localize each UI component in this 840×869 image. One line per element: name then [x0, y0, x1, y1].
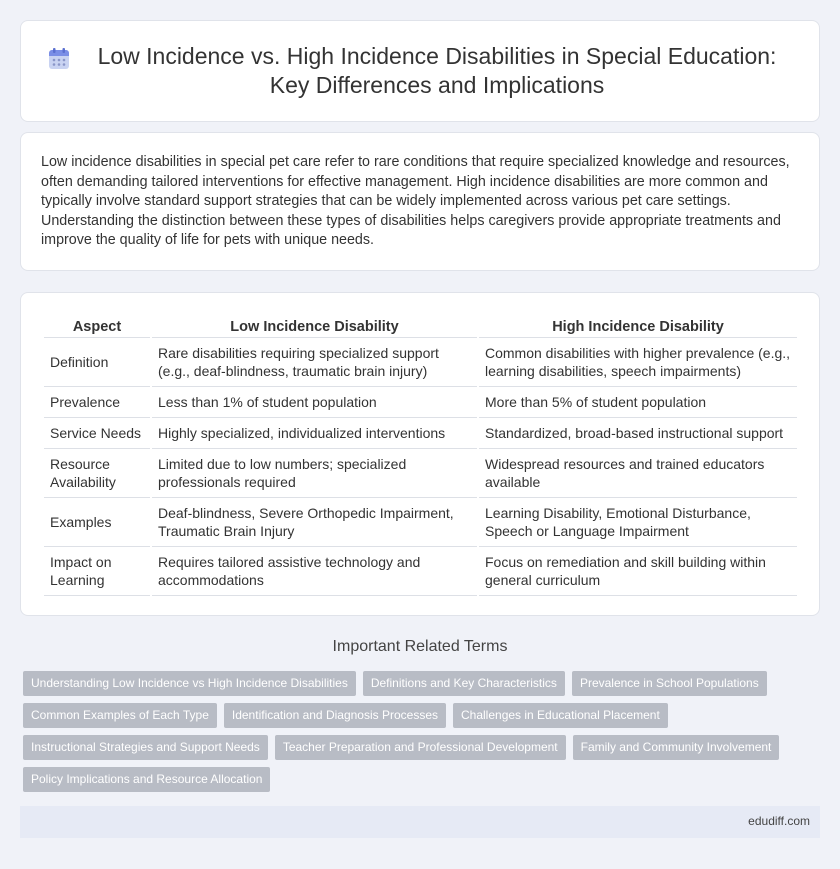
related-term-tag[interactable]: Teacher Preparation and Professional Development	[275, 735, 566, 760]
intro-paragraph: Low incidence disabilities in special pet care refer to rare conditions that require specialized knowledge and resources, often demanding tailored interventions for effective management. High incidence disabilities are more common and typically involve standard support strategies that can be widely implemented across various pet care settings. Understanding the distinction between these types of disabilities helps caregivers provide appropriate treatments and improve the quality of life for pets with unique needs.	[41, 154, 790, 249]
related-term-tag[interactable]: Challenges in Educational Placement	[453, 703, 668, 728]
related-term-tag[interactable]: Understanding Low Incidence vs High Incidence Disabilities	[23, 671, 356, 696]
comparison-table-card	[20, 292, 820, 616]
row-low-incidence: Rare disabilities requiring specialized support (e.g., deaf-blindness, traumatic brain injury)	[152, 338, 477, 387]
row-low-incidence: Limited due to low numbers; specialized professionals required	[152, 449, 477, 498]
table-row	[44, 449, 797, 498]
row-aspect: Impact on Learning	[44, 547, 150, 596]
table-row	[44, 498, 797, 547]
header-low-incidence: Low Incidence Disability	[152, 315, 477, 338]
row-high-incidence: Focus on remediation and skill building within general curriculum	[479, 547, 797, 596]
row-high-incidence: Standardized, broad-based instructional support	[479, 418, 797, 449]
table-row	[44, 338, 797, 387]
related-term-tag[interactable]: Definitions and Key Characteristics	[363, 671, 565, 696]
row-high-incidence: Common disabilities with higher prevalence (e.g., learning disabilities, speech impairments)	[479, 338, 797, 387]
related-term-tag[interactable]: Family and Community Involvement	[573, 735, 780, 760]
comparison-table	[42, 315, 799, 596]
header-high-incidence: High Incidence Disability	[479, 315, 797, 338]
intro-card	[20, 132, 820, 271]
related-term-tag[interactable]: Common Examples of Each Type	[23, 703, 217, 728]
row-aspect: Examples	[44, 498, 150, 547]
header-card	[20, 20, 820, 122]
related-term-tag[interactable]: Policy Implications and Resource Allocation	[23, 767, 270, 792]
related-terms-list	[23, 671, 803, 792]
page-title: Low Incidence vs. High Incidence Disabilities in Special Education: Key Differences and Implications	[97, 43, 777, 98]
row-high-incidence: Learning Disability, Emotional Disturbance, Speech or Language Impairment	[479, 498, 797, 547]
row-low-incidence: Requires tailored assistive technology and accommodations	[152, 547, 477, 596]
related-term-tag[interactable]: Identification and Diagnosis Processes	[224, 703, 446, 728]
table-row	[44, 387, 797, 418]
row-aspect: Service Needs	[44, 418, 150, 449]
related-term-tag[interactable]: Prevalence in School Populations	[572, 671, 767, 696]
related-term-tag[interactable]: Instructional Strategies and Support Needs	[23, 735, 268, 760]
row-high-incidence: Widespread resources and trained educators available	[479, 449, 797, 498]
table-row	[44, 418, 797, 449]
row-high-incidence: More than 5% of student population	[479, 387, 797, 418]
related-terms-title: Important Related Terms	[332, 638, 508, 655]
row-low-incidence: Less than 1% of student population	[152, 387, 477, 418]
header-aspect: Aspect	[44, 315, 150, 338]
row-aspect: Definition	[44, 338, 150, 387]
table-header-row	[44, 315, 797, 338]
footer-site-link[interactable]: edudiff.com	[748, 814, 810, 828]
row-aspect: Prevalence	[44, 387, 150, 418]
row-aspect: Resource Availability	[44, 449, 150, 498]
row-low-incidence: Highly specialized, individualized interventions	[152, 418, 477, 449]
row-low-incidence: Deaf-blindness, Severe Orthopedic Impairment, Traumatic Brain Injury	[152, 498, 477, 547]
footer	[20, 806, 820, 838]
table-row	[44, 547, 797, 596]
